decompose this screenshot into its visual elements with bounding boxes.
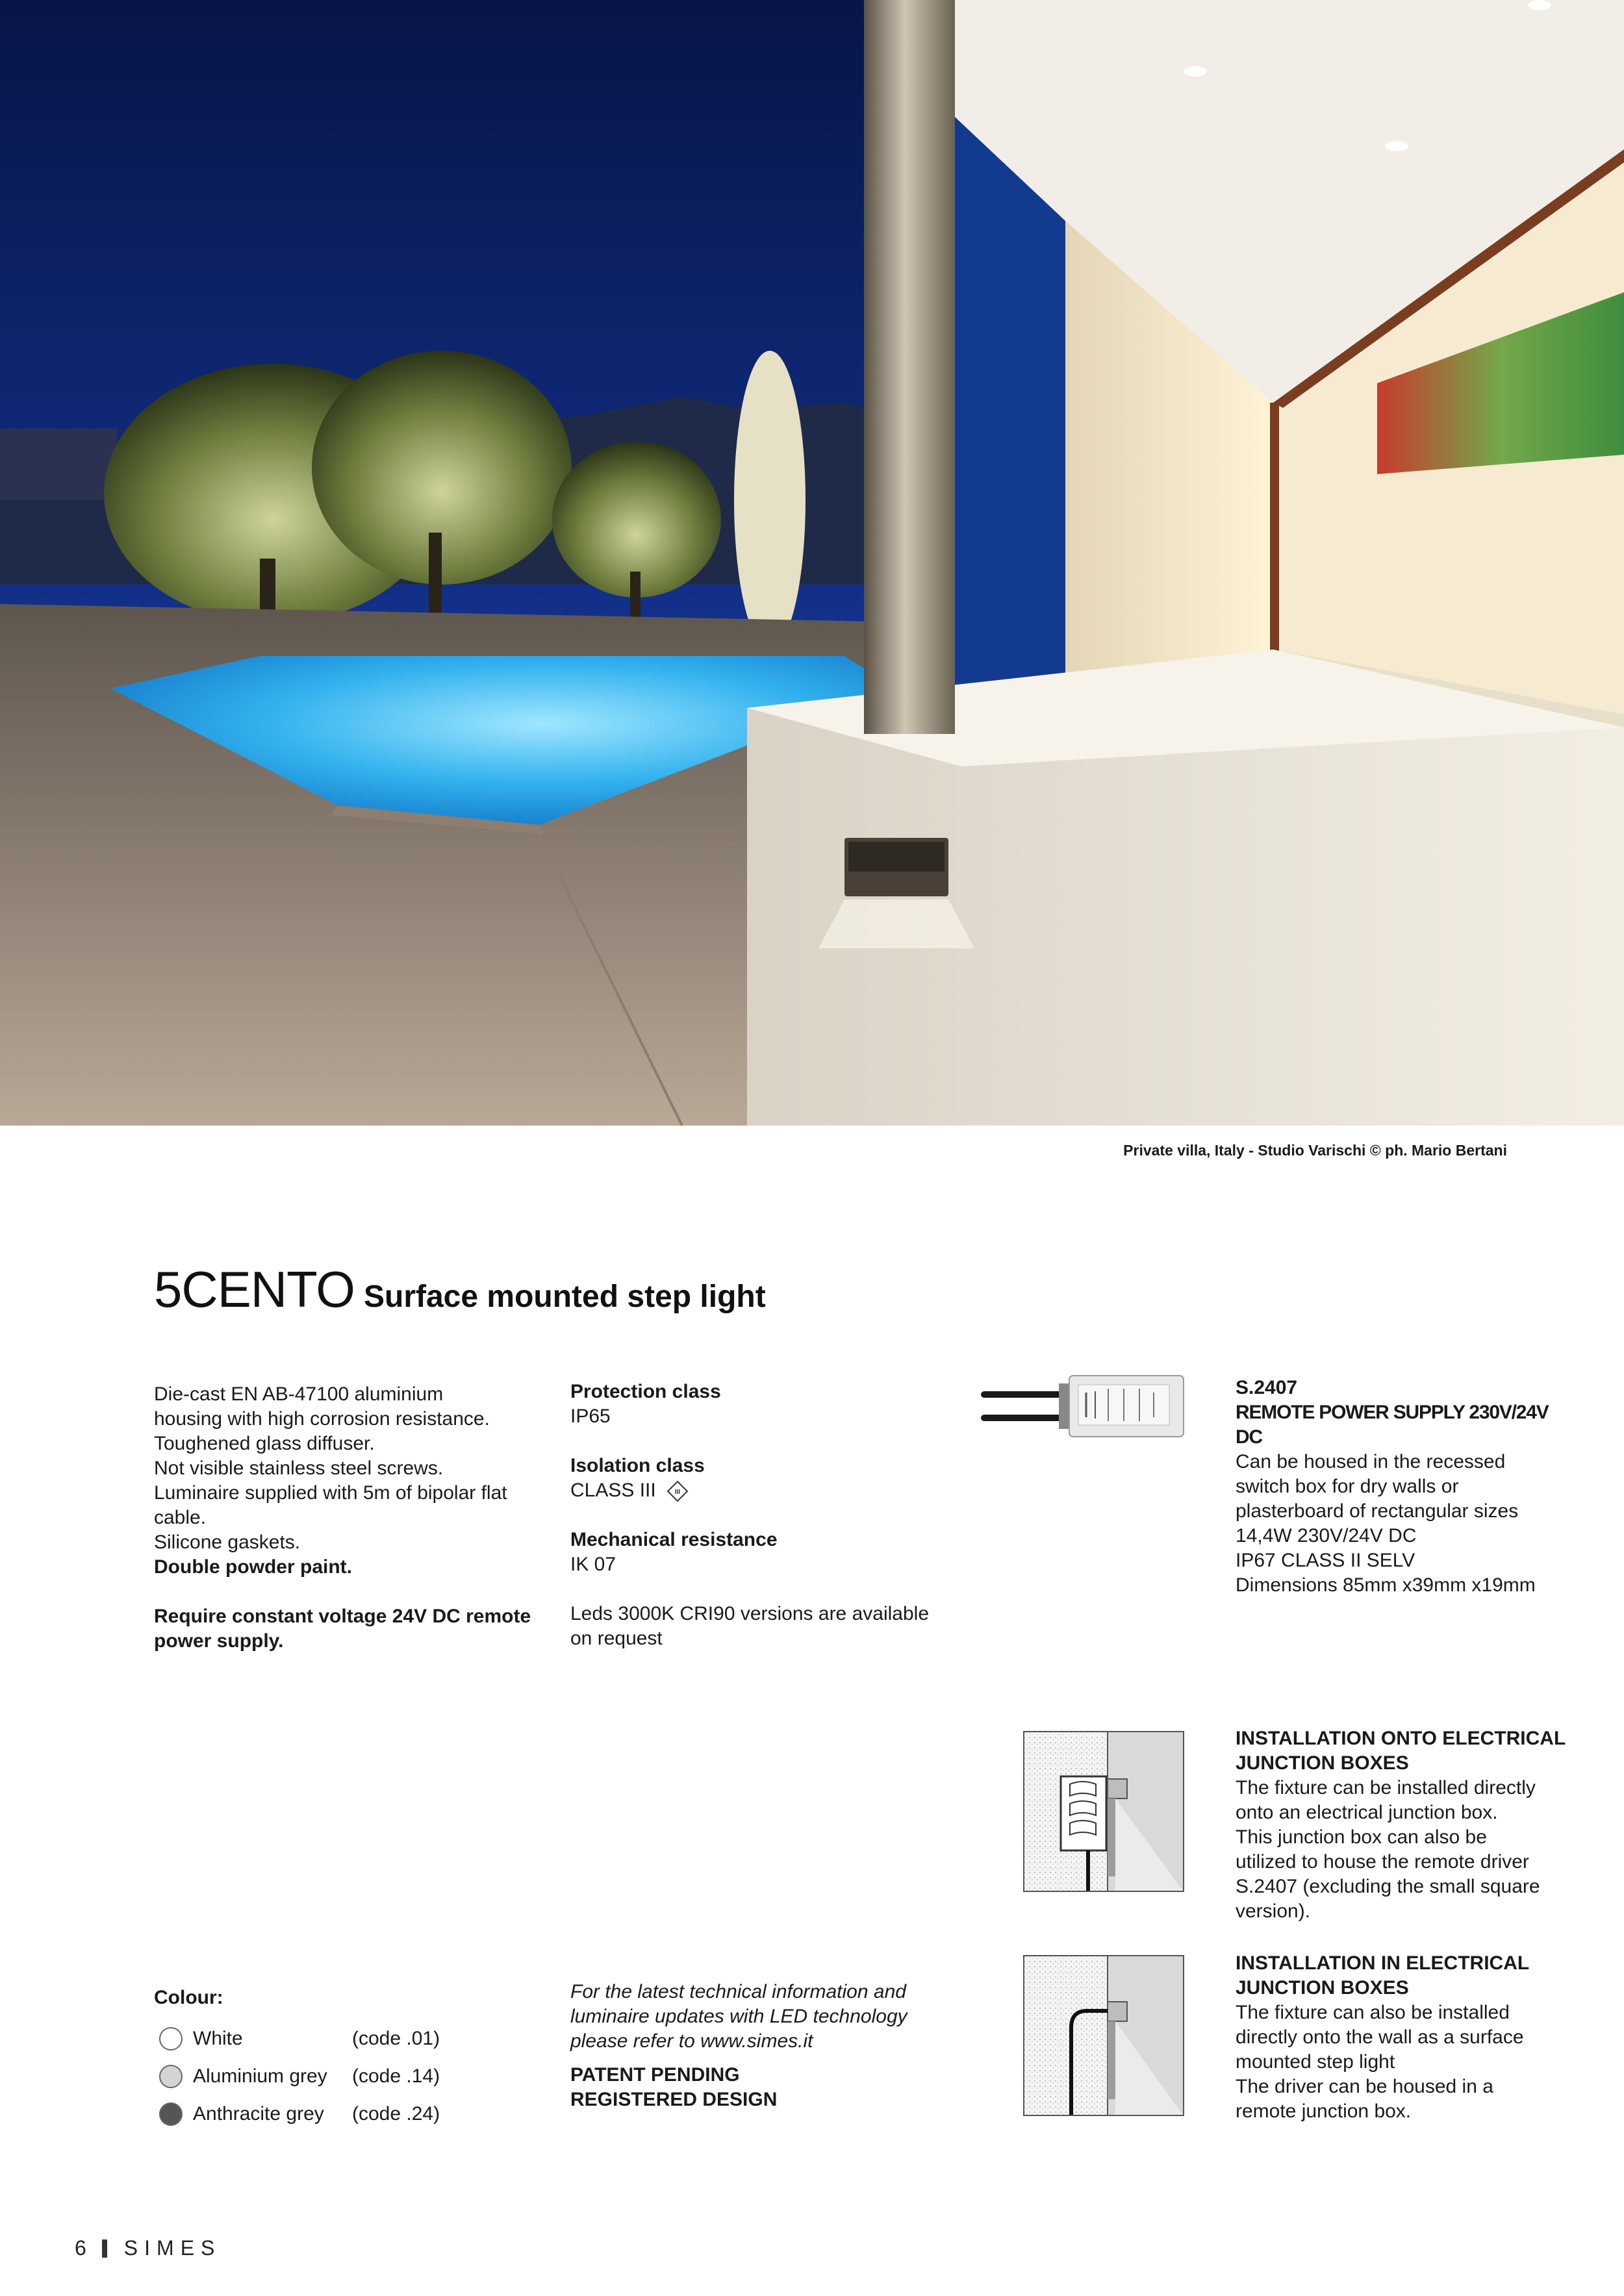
requirement-line: power supply. bbox=[154, 1630, 284, 1652]
installation-2-line: The fixture can also be installed bbox=[1236, 2002, 1510, 2023]
class-iii-icon bbox=[666, 1480, 689, 1502]
colour-swatch-aluminium-grey bbox=[159, 2065, 183, 2088]
leds-note-line: Leds 3000K CRI90 versions are available bbox=[570, 1603, 929, 1624]
page-number: 6 bbox=[75, 2236, 86, 2260]
mechanical-label: Mechanical resistance bbox=[570, 1529, 778, 1550]
specs-block bbox=[570, 1380, 960, 1651]
colour-name: Anthracite grey bbox=[193, 2103, 324, 2125]
colour-swatch-anthracite-grey bbox=[159, 2102, 183, 2126]
colour-swatch-white bbox=[159, 2027, 183, 2050]
product-name: 5CENTO bbox=[154, 1261, 355, 1318]
description-block bbox=[154, 1382, 544, 1654]
class-iii-symbol: III bbox=[674, 1489, 681, 1496]
installation-1-line: This junction box can also be bbox=[1236, 1826, 1487, 1848]
accessory-line: Dimensions 85mm x39mm x19mm bbox=[1236, 1574, 1536, 1596]
requirement-line: Require constant voltage 24V DC remote bbox=[154, 1606, 531, 1627]
accessory-block bbox=[1236, 1376, 1573, 1598]
colour-label: Colour: bbox=[154, 1987, 223, 2008]
installation-1-title: JUNCTION BOXES bbox=[1236, 1752, 1409, 1774]
installation-1-title: INSTALLATION ONTO ELECTRICAL bbox=[1236, 1728, 1566, 1749]
installation-2-title: INSTALLATION IN ELECTRICAL bbox=[1236, 1952, 1530, 1974]
brand-name: SIMES bbox=[123, 2236, 222, 2260]
wall-mount-diagram bbox=[1023, 1955, 1184, 2116]
description-line: Not visible stainless steel screws. bbox=[154, 1457, 444, 1479]
accessory-line: IP67 CLASS II SELV bbox=[1236, 1550, 1415, 1571]
note-line: For the latest technical information and bbox=[570, 1981, 906, 2002]
description-line: Luminaire supplied with 5m of bipolar flat bbox=[154, 1482, 507, 1504]
note-line: please refer to www.simes.it bbox=[570, 2030, 813, 2052]
colour-name: White bbox=[193, 2028, 243, 2049]
product-heading bbox=[154, 1260, 766, 1319]
colour-list bbox=[159, 2020, 440, 2133]
installation-1-line: utilized to house the remote driver bbox=[1236, 1851, 1529, 1873]
note-line: luminaire updates with LED technology bbox=[570, 2006, 907, 2027]
junction-box-diagram bbox=[1023, 1731, 1184, 1892]
leds-note-line: on request bbox=[570, 1628, 663, 1649]
footer-divider bbox=[102, 2239, 107, 2258]
colour-item bbox=[159, 2020, 440, 2058]
installation-1-line: onto an electrical junction box. bbox=[1236, 1802, 1498, 1823]
accessory-line: 14,4W 230V/24V DC bbox=[1236, 1525, 1417, 1546]
description-line: Toughened glass diffuser. bbox=[154, 1433, 375, 1454]
description-line: Die-cast EN AB-47100 aluminium bbox=[154, 1383, 444, 1405]
page-footer bbox=[75, 2236, 221, 2260]
hero-photo bbox=[0, 0, 1624, 1126]
colour-item bbox=[159, 2058, 440, 2095]
installation-2-line: directly onto the wall as a surface bbox=[1236, 2026, 1524, 2048]
isolation-label: Isolation class bbox=[570, 1455, 705, 1476]
accessory-title: REMOTE POWER SUPPLY 230V/24V DC bbox=[1236, 1402, 1549, 1448]
colour-item bbox=[159, 2095, 440, 2133]
accessory-line: switch box for dry walls or bbox=[1236, 1476, 1459, 1497]
description-bold-line: Double powder paint. bbox=[154, 1556, 352, 1578]
installation-1-line: S.2407 (excluding the small square bbox=[1236, 1876, 1540, 1897]
description-line: housing with high corrosion resistance. bbox=[154, 1408, 490, 1430]
isolation-value: CLASS III bbox=[570, 1480, 656, 1501]
installation-1-block bbox=[1236, 1726, 1573, 1924]
colour-name: Aluminium grey bbox=[193, 2065, 327, 2087]
installation-1-line: version). bbox=[1236, 1900, 1311, 1922]
protection-value: IP65 bbox=[570, 1406, 611, 1427]
accessory-line: Can be housed in the recessed bbox=[1236, 1451, 1506, 1472]
installation-2-line: mounted step light bbox=[1236, 2051, 1395, 2073]
update-note bbox=[570, 1980, 960, 2112]
power-supply-image bbox=[981, 1369, 1189, 1447]
description-line: Silicone gaskets. bbox=[154, 1532, 301, 1553]
patent-line: REGISTERED DESIGN bbox=[570, 2089, 778, 2110]
description-line: cable. bbox=[154, 1507, 207, 1528]
accessory-code: S.2407 bbox=[1236, 1377, 1298, 1398]
protection-label: Protection class bbox=[570, 1381, 721, 1402]
accessory-line: plasterboard of rectangular sizes bbox=[1236, 1500, 1519, 1522]
installation-2-line: remote junction box. bbox=[1236, 2100, 1412, 2122]
patent-line: PATENT PENDING bbox=[570, 2064, 740, 2086]
colour-code: (code .14) bbox=[352, 2065, 440, 2087]
mechanical-value: IK 07 bbox=[570, 1554, 616, 1575]
installation-2-block bbox=[1236, 1951, 1573, 2124]
installation-2-line: The driver can be housed in a bbox=[1236, 2076, 1493, 2097]
colour-code: (code .01) bbox=[352, 2028, 440, 2049]
photo-caption: Private villa, Italy - Studio Varischi © ph. Mario Bertani bbox=[1123, 1142, 1507, 1159]
isolation-row bbox=[570, 1478, 960, 1503]
installation-1-line: The fixture can be installed directly bbox=[1236, 1777, 1536, 1798]
installation-2-title: JUNCTION BOXES bbox=[1236, 1977, 1409, 1999]
product-subtitle: Surface mounted step light bbox=[363, 1280, 766, 1314]
colour-code: (code .24) bbox=[352, 2103, 440, 2125]
